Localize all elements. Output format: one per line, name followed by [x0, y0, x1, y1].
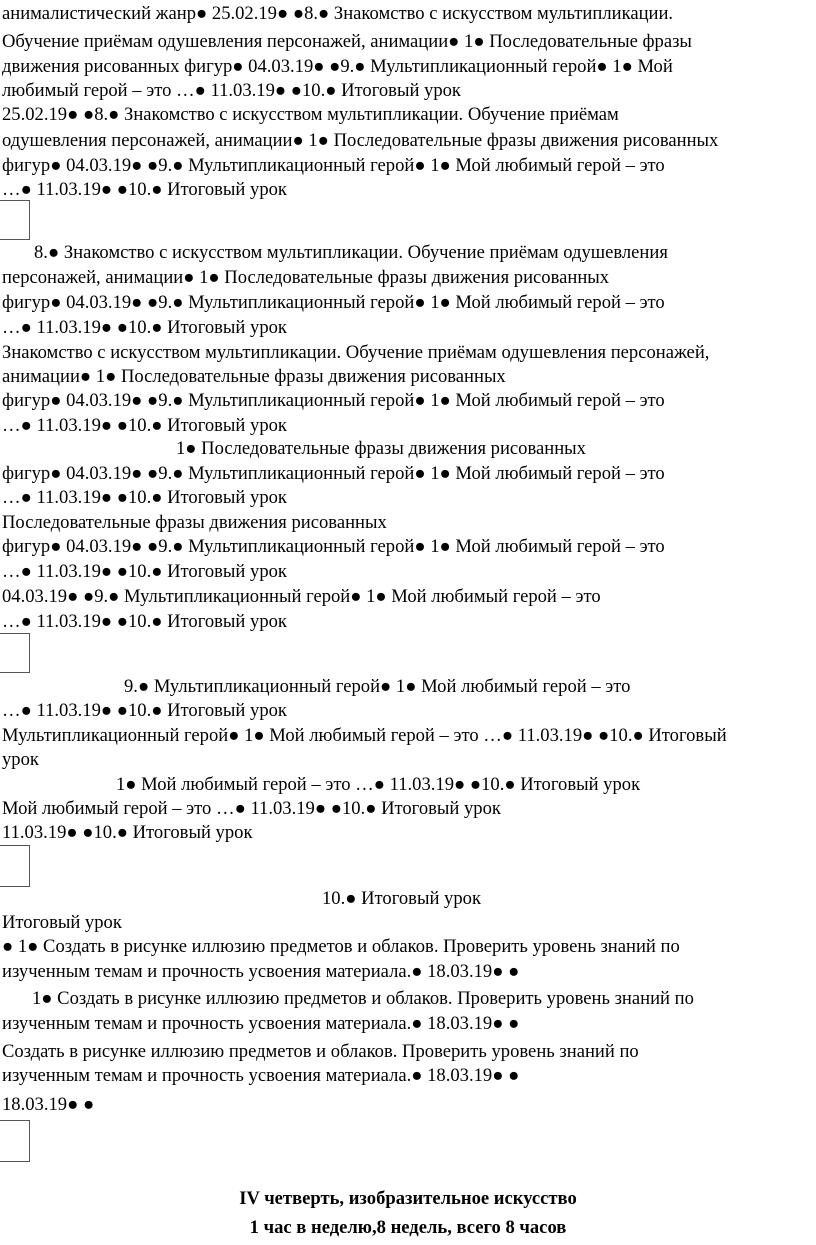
- text-line: Мультипликационный герой● 1● Мой любимый герой – это …● 11.03.19● ●10.● Итоговый: [2, 725, 727, 746]
- text-line: изученным темам и прочность усвоения материала.● 18.03.19● ●: [2, 961, 520, 982]
- text-line: 1● Мой любимый герой – это …● 11.03.19● ●10.● Итоговый урок: [116, 774, 641, 795]
- text-line: ● 1● Создать в рисунке иллюзию предметов и облаков. Проверить уровень знаний по: [2, 936, 680, 957]
- text-line: фигур● 04.03.19● ●9.● Мультипликационный герой● 1● Мой любимый герой – это: [2, 155, 665, 176]
- empty-cell-box: [0, 1120, 30, 1162]
- text-line: любимый герой – это …● 11.03.19● ●10.● Итоговый урок: [2, 80, 461, 101]
- empty-cell-box: [0, 845, 30, 887]
- text-line: фигур● 04.03.19● ●9.● Мультипликационный герой● 1● Мой любимый герой – это: [2, 390, 665, 411]
- text-line: …● 11.03.19● ●10.● Итоговый урок: [2, 487, 287, 508]
- empty-cell-box: [0, 633, 30, 673]
- text-line: Итоговый урок: [2, 912, 122, 933]
- text-line: изученным темам и прочность усвоения материала.● 18.03.19● ●: [2, 1013, 520, 1034]
- text-line: …● 11.03.19● ●10.● Итоговый урок: [2, 317, 287, 338]
- text-line: 8.● Знакомство с искусством мультипликации. Обучение приёмам одушевления: [34, 242, 668, 263]
- text-line: 11.03.19● ●10.● Итоговый урок: [2, 822, 253, 843]
- empty-cell-box: [0, 200, 30, 240]
- text-line: Обучение приёмам одушевления персонажей, анимации● 1● Последовательные фразы: [2, 31, 692, 52]
- text-line: урок: [2, 749, 39, 770]
- text-line: …● 11.03.19● ●10.● Итоговый урок: [2, 611, 287, 632]
- text-line: изученным темам и прочность усвоения материала.● 18.03.19● ●: [2, 1065, 520, 1086]
- text-line: …● 11.03.19● ●10.● Итоговый урок: [2, 415, 287, 436]
- text-line: 25.02.19● ●8.● Знакомство с искусством мультипликации. Обучение приёмам: [2, 104, 619, 125]
- section-subheading: 1 час в неделю,8 недель, всего 8 часов: [249, 1217, 567, 1238]
- text-line: Мой любимый герой – это …● 11.03.19● ●10.● Итоговый урок: [2, 798, 501, 819]
- section-heading: IV четверть, изобразительное искусство: [239, 1188, 577, 1209]
- text-line: персонажей, анимации● 1● Последовательные фразы движения рисованных: [2, 267, 610, 288]
- text-line: 18.03.19● ●: [2, 1094, 95, 1115]
- text-line: 1● Создать в рисунке иллюзию предметов и облаков. Проверить уровень знаний по: [32, 988, 694, 1009]
- text-line: 9.● Мультипликационный герой● 1● Мой любимый герой – это: [124, 676, 631, 697]
- text-line: фигур● 04.03.19● ●9.● Мультипликационный герой● 1● Мой любимый герой – это: [2, 292, 665, 313]
- text-line: …● 11.03.19● ●10.● Итоговый урок: [2, 179, 287, 200]
- text-line: Создать в рисунке иллюзию предметов и облаков. Проверить уровень знаний по: [2, 1041, 639, 1062]
- text-line: …● 11.03.19● ●10.● Итоговый урок: [2, 561, 287, 582]
- text-line: Последовательные фразы движения рисованных: [2, 512, 387, 533]
- text-line: анимации● 1● Последовательные фразы движения рисованных: [2, 366, 506, 387]
- text-line: одушевления персонажей, анимации● 1● Последовательные фразы движения рисованных: [2, 130, 719, 151]
- text-line: анималистический жанр● 25.02.19● ●8.● Знакомство с искусством мультипликации.: [2, 3, 674, 24]
- text-line: Знакомство с искусством мультипликации. Обучение приёмам одушевления персонажей,: [2, 342, 710, 363]
- text-line: фигур● 04.03.19● ●9.● Мультипликационный герой● 1● Мой любимый герой – это: [2, 536, 665, 557]
- text-line: 04.03.19● ●9.● Мультипликационный герой● 1● Мой любимый герой – это: [2, 586, 601, 607]
- text-line: 10.● Итоговый урок: [322, 888, 481, 909]
- text-line: движения рисованных фигур● 04.03.19● ●9.● Мультипликационный герой● 1● Мой: [2, 56, 673, 77]
- text-line: …● 11.03.19● ●10.● Итоговый урок: [2, 700, 287, 721]
- text-line: 1● Последовательные фразы движения рисованных: [176, 438, 586, 459]
- text-line: фигур● 04.03.19● ●9.● Мультипликационный герой● 1● Мой любимый герой – это: [2, 463, 665, 484]
